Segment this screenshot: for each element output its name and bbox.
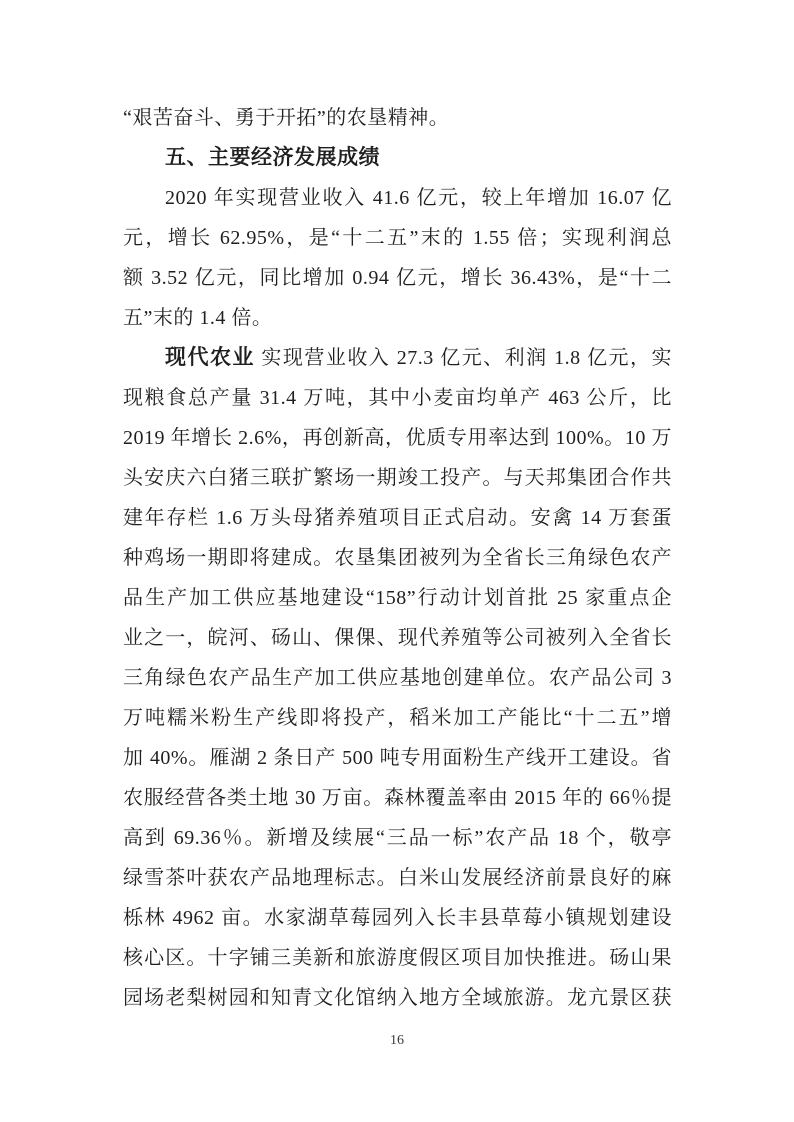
text-line: 万吨糯米粉生产线即将投产，稻米加工产能比“十二五”增 [123, 707, 672, 729]
page-body [123, 98, 672, 1018]
paragraph-lead-bold: 现代农业 [165, 346, 255, 369]
text-line: 绿雪茶叶获农产品地理标志。白米山发展经济前景良好的麻 [123, 867, 672, 889]
text-line: 三角绿色农产品生产加工供应基地创建单位。农产品公司 3 [123, 667, 672, 689]
text-line: 五”末的 1.4 倍。 [123, 307, 273, 329]
text-line [123, 338, 672, 378]
text-line: 农服经营各类土地 30 万亩。森林覆盖率由 2015 年的 66％提 [123, 787, 672, 809]
text-line: 核心区。十字铺三美新和旅游度假区项目加快推进。砀山果 [123, 947, 672, 969]
text-line: 现粮食总产量 31.4 万吨，其中小麦亩均单产 463 公斤，比 [123, 387, 672, 409]
text-line: 额 3.52 亿元，同比增加 0.94 亿元，增长 36.43%，是“十二 [123, 267, 672, 289]
text-line: 加 40%。雁湖 2 条日产 500 吨专用面粉生产线开工建设。省 [123, 747, 672, 769]
page-number: 16 [390, 1033, 404, 1048]
text-line: 高到 69.36％。新增及续展“三品一标”农产品 18 个，敬亭 [123, 827, 672, 849]
text-line: 品生产加工供应基地建设“158”行动计划首批 25 家重点企 [123, 587, 672, 609]
text-line: 2020 年实现营业收入 41.6 亿元，较上年增加 16.07 亿 [165, 187, 672, 209]
section-heading: 五、主要经济发展成绩 [165, 146, 380, 169]
text-line: 栎林 4962 亩。水家湖草莓园列入长丰县草莓小镇规划建设 [123, 907, 672, 929]
text-line: “艰苦奋斗、勇于开拓”的农垦精神。 [123, 107, 450, 129]
text-line: 头安庆六白猪三联扩繁场一期竣工投产。与天邦集团合作共 [123, 467, 672, 489]
text-line: 业之一，皖河、砀山、倮倮、现代养殖等公司被列入全省长 [123, 627, 672, 649]
text-line: 2019 年增长 2.6%，再创新高，优质专用率达到 100%。10 万 [123, 427, 672, 449]
text-run: 实现营业收入 27.3 亿元、利润 1.8 亿元，实 [254, 347, 672, 369]
text-line: 种鸡场一期即将建成。农垦集团被列为全省长三角绿色农产 [123, 547, 672, 569]
text-line: 建年存栏 1.6 万头母猪养殖项目正式启动。安禽 14 万套蛋 [123, 507, 672, 529]
text-line: 元，增长 62.95%，是“十二五”末的 1.55 倍；实现利润总 [123, 227, 672, 249]
text-line: 园场老梨树园和知青文化馆纳入地方全域旅游。龙亢景区获 [123, 987, 672, 1009]
